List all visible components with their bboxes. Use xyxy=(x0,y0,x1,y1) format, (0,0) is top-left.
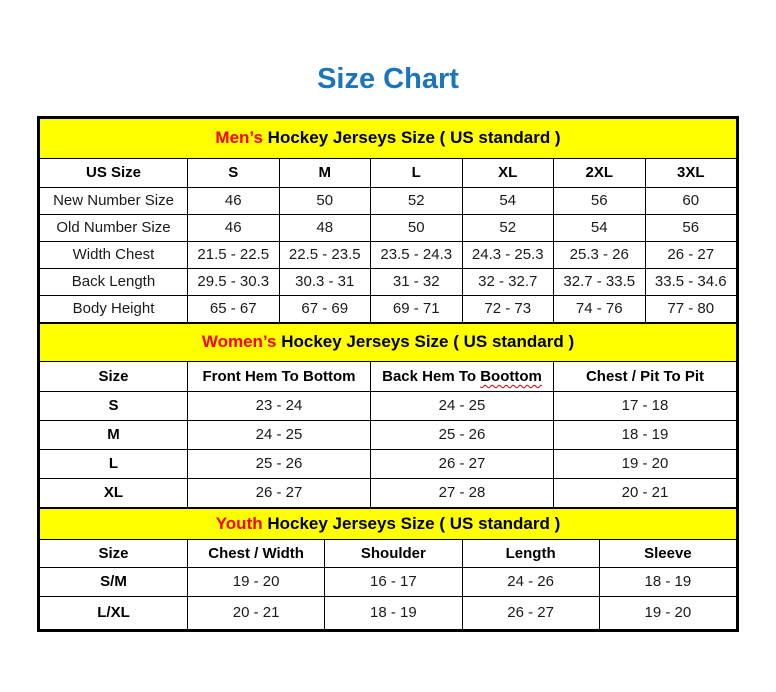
cell: 65 - 67 xyxy=(188,295,280,322)
cell: 22.5 - 23.5 xyxy=(279,241,371,268)
cell: 18 - 19 xyxy=(325,596,462,629)
womens-band-highlight: Women’s xyxy=(201,332,277,352)
column-header: Shoulder xyxy=(325,539,462,567)
row-label: XL xyxy=(40,478,188,507)
column-header: Chest / Width xyxy=(188,539,325,567)
cell: 26 - 27 xyxy=(188,478,371,507)
column-header: S xyxy=(188,158,280,187)
table-row xyxy=(40,449,737,478)
cell: 19 - 20 xyxy=(554,449,737,478)
table-row xyxy=(40,241,737,268)
cell: 19 - 20 xyxy=(599,596,736,629)
column-header: M xyxy=(279,158,371,187)
cell: 30.3 - 31 xyxy=(279,268,371,295)
womens-header-row xyxy=(40,361,737,391)
mens-band-rest: Hockey Jerseys Size ( US standard ) xyxy=(262,128,561,148)
row-label: Body Height xyxy=(40,295,188,322)
column-header: US Size xyxy=(40,158,188,187)
cell: 24.3 - 25.3 xyxy=(462,241,554,268)
youth-size-table xyxy=(39,508,737,630)
youth-header-row xyxy=(40,539,737,567)
cell: 52 xyxy=(462,214,554,241)
womens-band-cell xyxy=(40,323,737,361)
column-header: Chest / Pit To Pit xyxy=(554,361,737,391)
cell: 20 - 21 xyxy=(554,478,737,507)
page-title: Size Chart xyxy=(317,63,459,95)
table-row xyxy=(40,420,737,449)
row-label: S/M xyxy=(40,567,188,596)
womens-size-table xyxy=(39,323,737,508)
row-label: L/XL xyxy=(40,596,188,629)
size-chart-container xyxy=(37,116,739,632)
cell: 24 - 25 xyxy=(371,391,554,420)
misspelled-word: Boottom xyxy=(480,367,542,385)
cell: 56 xyxy=(554,187,646,214)
column-header: 2XL xyxy=(554,158,646,187)
column-header: Length xyxy=(462,539,599,567)
mens-section-band xyxy=(40,118,737,158)
cell: 25 - 26 xyxy=(188,449,371,478)
column-header: Size xyxy=(40,539,188,567)
row-label: M xyxy=(40,420,188,449)
cell: 26 - 27 xyxy=(645,241,737,268)
cell: 26 - 27 xyxy=(462,596,599,629)
table-row xyxy=(40,187,737,214)
table-row xyxy=(40,596,737,629)
cell: 72 - 73 xyxy=(462,295,554,322)
cell: 29.5 - 30.3 xyxy=(188,268,280,295)
cell: 32 - 32.7 xyxy=(462,268,554,295)
cell: 21.5 - 22.5 xyxy=(188,241,280,268)
cell: 26 - 27 xyxy=(371,449,554,478)
cell: 19 - 20 xyxy=(188,567,325,596)
cell: 50 xyxy=(279,187,371,214)
column-header: Size xyxy=(40,361,188,391)
row-label: New Number Size xyxy=(40,187,188,214)
cell: 69 - 71 xyxy=(371,295,463,322)
row-label: S xyxy=(40,391,188,420)
column-header: 3XL xyxy=(645,158,737,187)
row-label: L xyxy=(40,449,188,478)
womens-band-rest: Hockey Jerseys Size ( US standard ) xyxy=(276,332,575,352)
column-header: XL xyxy=(462,158,554,187)
cell: 50 xyxy=(371,214,463,241)
mens-band-cell xyxy=(40,118,737,158)
cell: 18 - 19 xyxy=(554,420,737,449)
cell: 52 xyxy=(371,187,463,214)
cell: 18 - 19 xyxy=(599,567,736,596)
mens-band-highlight: Men’s xyxy=(215,128,263,148)
cell: 74 - 76 xyxy=(554,295,646,322)
cell: 67 - 69 xyxy=(279,295,371,322)
cell: 32.7 - 33.5 xyxy=(554,268,646,295)
cell: 60 xyxy=(645,187,737,214)
youth-section-band xyxy=(40,508,737,539)
table-row xyxy=(40,268,737,295)
cell: 33.5 - 34.6 xyxy=(645,268,737,295)
table-row xyxy=(40,567,737,596)
row-label: Width Chest xyxy=(40,241,188,268)
column-header: L xyxy=(371,158,463,187)
cell: 54 xyxy=(554,214,646,241)
youth-band-highlight: Youth xyxy=(215,513,263,533)
table-row xyxy=(40,295,737,322)
mens-size-table xyxy=(39,118,737,323)
mens-header-row xyxy=(40,158,737,187)
cell: 77 - 80 xyxy=(645,295,737,322)
cell: 46 xyxy=(188,214,280,241)
back-hem-label-prefix: Back Hem To xyxy=(382,367,481,385)
table-row xyxy=(40,478,737,507)
row-label: Back Length xyxy=(40,268,188,295)
cell: 25.3 - 26 xyxy=(554,241,646,268)
cell: 48 xyxy=(279,214,371,241)
column-header: Front Hem To Bottom xyxy=(188,361,371,391)
cell: 20 - 21 xyxy=(188,596,325,629)
table-row xyxy=(40,391,737,420)
cell: 31 - 32 xyxy=(371,268,463,295)
cell: 24 - 25 xyxy=(188,420,371,449)
table-row xyxy=(40,214,737,241)
womens-section-band xyxy=(40,323,737,361)
cell: 24 - 26 xyxy=(462,567,599,596)
cell: 56 xyxy=(645,214,737,241)
cell: 17 - 18 xyxy=(554,391,737,420)
cell: 16 - 17 xyxy=(325,567,462,596)
cell: 25 - 26 xyxy=(371,420,554,449)
column-header: Sleeve xyxy=(599,539,736,567)
youth-band-rest: Hockey Jerseys Size ( US standard ) xyxy=(262,513,561,533)
cell: 23.5 - 24.3 xyxy=(371,241,463,268)
youth-band-cell xyxy=(40,508,737,539)
column-header xyxy=(371,361,554,391)
row-label: Old Number Size xyxy=(40,214,188,241)
cell: 54 xyxy=(462,187,554,214)
cell: 27 - 28 xyxy=(371,478,554,507)
cell: 23 - 24 xyxy=(188,391,371,420)
cell: 46 xyxy=(188,187,280,214)
